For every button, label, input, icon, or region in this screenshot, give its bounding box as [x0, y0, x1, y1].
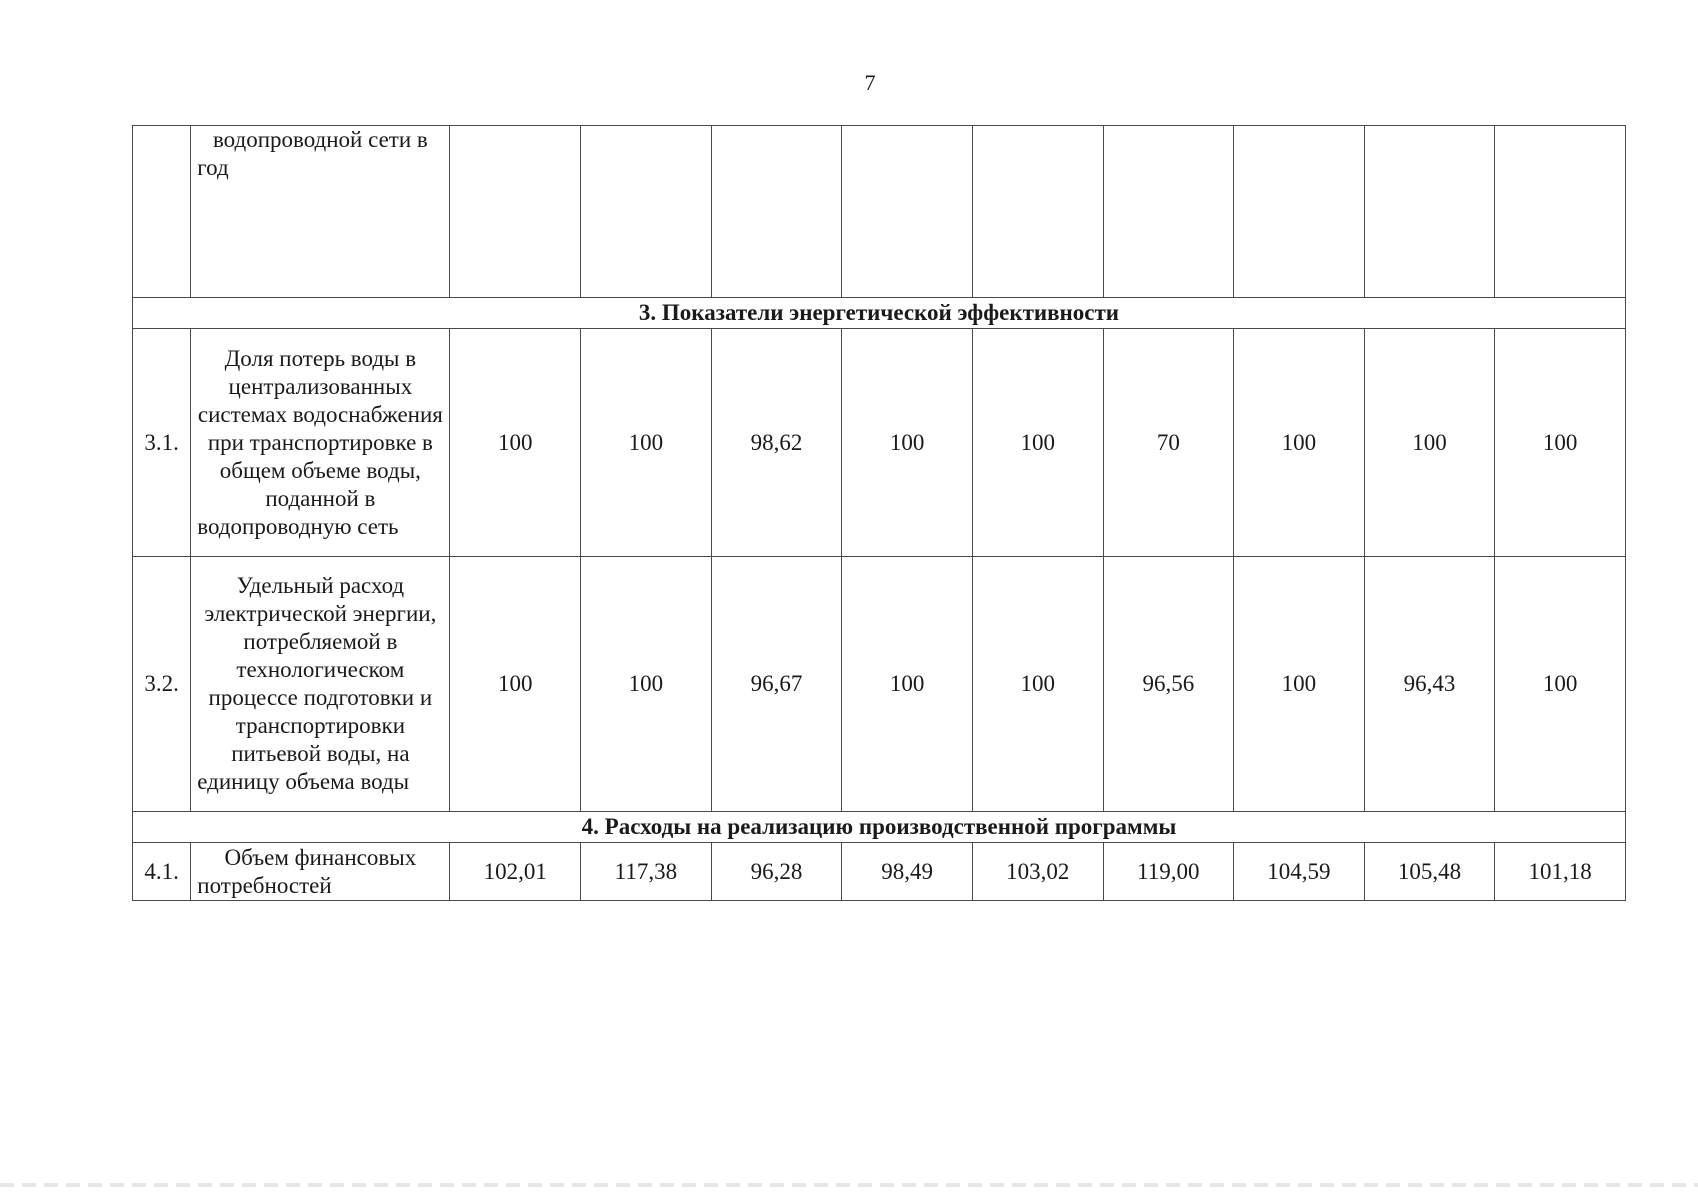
value-cell: 101,18 — [1495, 843, 1626, 901]
value-cell: 105,48 — [1364, 843, 1495, 901]
value-cell: 96,67 — [711, 557, 842, 812]
table-row-3-2 — [133, 557, 1626, 812]
value-cell: 102,01 — [450, 843, 581, 901]
row-number-cell: 3.1. — [133, 329, 191, 557]
value-cell: 103,02 — [972, 843, 1103, 901]
value-cell: 100 — [581, 557, 712, 812]
row-number-cell — [133, 126, 191, 298]
value-cell: 96,43 — [1364, 557, 1495, 812]
value-cell: 119,00 — [1103, 843, 1234, 901]
indicator-name-cell: водопроводной сети в год — [191, 126, 450, 298]
value-cell — [1364, 126, 1495, 298]
value-cell: 100 — [842, 329, 973, 557]
value-cell — [450, 126, 581, 298]
value-cell — [1234, 126, 1365, 298]
value-cell — [972, 126, 1103, 298]
value-cell: 100 — [842, 557, 973, 812]
table-row-continuation — [133, 126, 1626, 298]
indicator-name-cell: Удельный расход электрической энергии, потребляемой в технологическом процессе подготовки и транспортировки питьевой воды, на единицу объема воды — [191, 557, 450, 812]
value-cell: 100 — [581, 329, 712, 557]
table-row-3-1 — [133, 329, 1626, 557]
table-row-4-1 — [133, 843, 1626, 901]
section-header-3 — [133, 298, 1626, 329]
value-cell: 96,28 — [711, 843, 842, 901]
value-cell: 100 — [450, 329, 581, 557]
value-cell: 100 — [450, 557, 581, 812]
section-header-4 — [133, 812, 1626, 843]
value-cell: 100 — [1234, 329, 1365, 557]
value-cell: 104,59 — [1234, 843, 1365, 901]
value-cell — [581, 126, 712, 298]
value-cell — [1495, 126, 1626, 298]
value-cell: 98,49 — [842, 843, 973, 901]
indicator-name-cell: Доля потерь воды в централизованных системах водоснабжения при транспортировке в общем объеме воды, поданной в водопроводную сеть — [191, 329, 450, 557]
indicator-name-cell: Объем финансовых потребностей — [191, 843, 450, 901]
value-cell: 100 — [1234, 557, 1365, 812]
value-cell: 96,56 — [1103, 557, 1234, 812]
section-title: 4. Расходы на реализацию производственной программы — [133, 812, 1626, 843]
value-cell: 100 — [1364, 329, 1495, 557]
section-title: 3. Показатели энергетической эффективности — [133, 298, 1626, 329]
value-cell: 98,62 — [711, 329, 842, 557]
page-number: 7 — [864, 70, 876, 95]
value-cell: 70 — [1103, 329, 1234, 557]
value-cell — [1103, 126, 1234, 298]
indicators-table — [132, 125, 1626, 901]
row-number-cell: 3.2. — [133, 557, 191, 812]
value-cell — [711, 126, 842, 298]
value-cell: 100 — [1495, 329, 1626, 557]
value-cell: 100 — [1495, 557, 1626, 812]
scan-edge-artifact — [0, 1183, 1698, 1187]
row-number-cell: 4.1. — [133, 843, 191, 901]
value-cell: 100 — [972, 557, 1103, 812]
value-cell: 117,38 — [581, 843, 712, 901]
value-cell — [842, 126, 973, 298]
value-cell: 100 — [972, 329, 1103, 557]
